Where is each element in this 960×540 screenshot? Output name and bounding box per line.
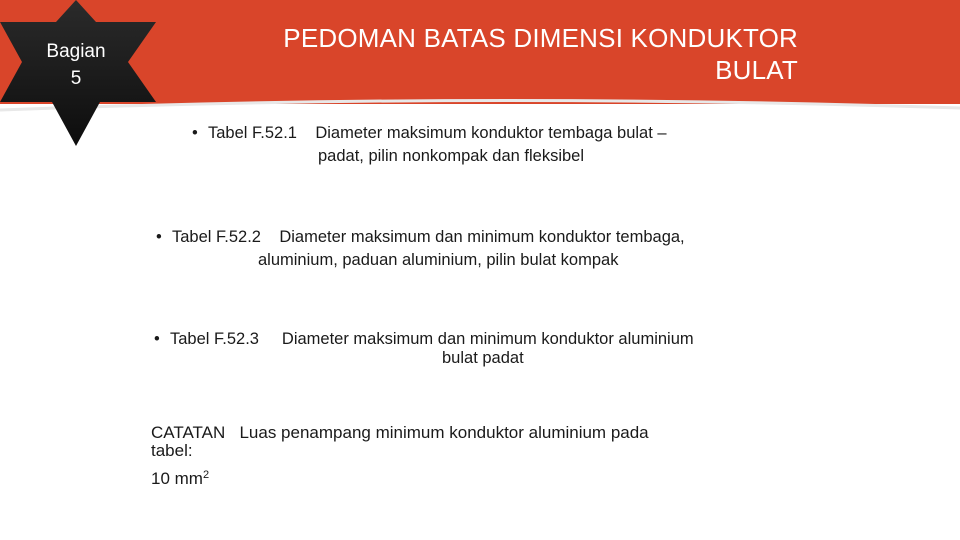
list-item — [192, 122, 792, 168]
list-item — [154, 330, 854, 368]
title-line1: PEDOMAN BATAS DIMENSI KONDUKTOR — [283, 23, 798, 53]
bullet: • — [156, 228, 162, 246]
note-value-exponent: 2 — [202, 469, 210, 481]
table-description: Diameter maksimum dan minimum konduktor aluminium — [281, 330, 694, 348]
title-line2: BULAT — [715, 55, 798, 85]
table-description-cont: bulat padat — [442, 349, 524, 367]
table-code: Tabel F.52.3 — [170, 330, 259, 348]
note-text-cont: tabel: — [151, 441, 193, 460]
bullet: • — [154, 330, 160, 348]
badge-line1: Bagian — [46, 41, 106, 62]
note-label: CATATAN — [151, 423, 226, 442]
note-block — [151, 424, 791, 488]
table-description: Diameter maksimum dan minimum konduktor tembaga, — [279, 228, 685, 246]
table-code: Tabel F.52.1 — [208, 124, 297, 142]
section-badge-label — [28, 38, 124, 92]
note-value-number: 10 mm — [151, 469, 203, 488]
bullet: • — [192, 124, 198, 142]
note-text: Luas penampang minimum konduktor aluminium pada — [239, 423, 649, 442]
badge-line2: 5 — [70, 68, 82, 89]
table-description-cont: aluminium, paduan aluminium, pilin bulat kompak — [258, 251, 619, 269]
page-title — [200, 22, 798, 86]
table-description: Diameter maksimum konduktor tembaga bulat – — [315, 124, 667, 142]
table-code: Tabel F.52.2 — [172, 228, 261, 246]
table-description-cont: padat, pilin nonkompak dan fleksibel — [318, 147, 585, 165]
list-item — [156, 226, 836, 272]
note-value — [151, 466, 791, 488]
